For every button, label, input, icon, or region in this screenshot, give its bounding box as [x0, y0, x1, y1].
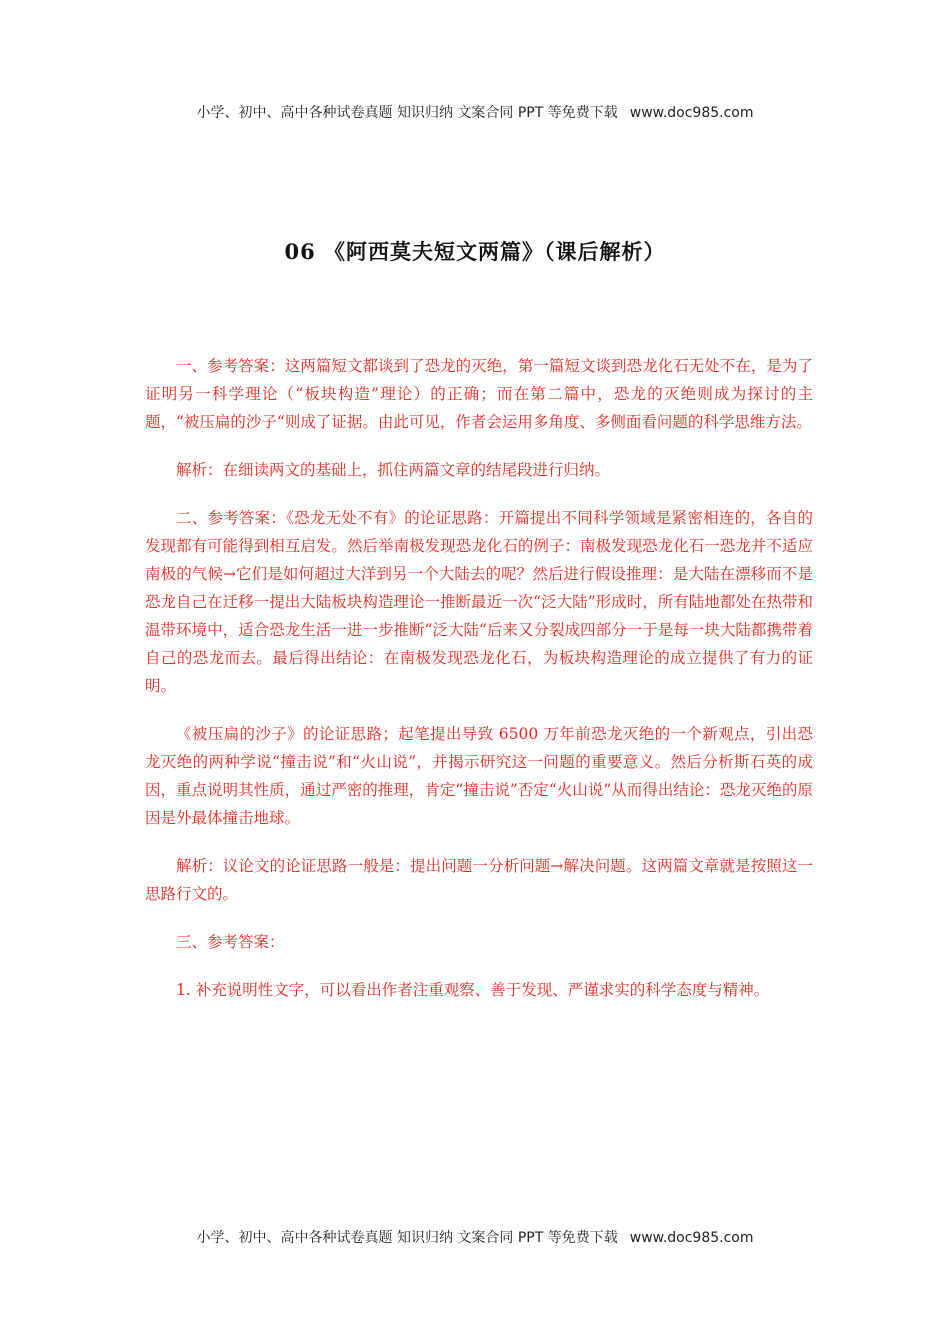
- analysis-two-paragraph: 解析：议论文的论证思路一般是：提出问题一分析问题→解决问题。这两篇文章就是按照这一思路行文的。: [145, 857, 813, 903]
- answer-three-item-one: 1. 补充说明性文字，可以看出作者注重观察、善于发现、严谨求实的科学态度与精神。: [176, 981, 770, 999]
- document-title: 06 《阿西莫夫短文两篇》（课后解析）: [284, 239, 666, 264]
- answer-two-second-paragraph: 《被压扁的沙子》的论证思路；起笔提出导致 6500 万年前恐龙灭绝的一个新观点，引出恐龙灭绝的两种学说“撞击说”和“火山说”，并揭示研究这一问题的重要意义。然后分析斯石英的成因，重点说明其性质，通过严密的推理，肯定“撞击说”否定“火山说”从而得出结论：恐龙灭绝的原因是外最体撞击地球。: [145, 725, 813, 827]
- footer-site-link[interactable]: www.doc985.com: [629, 1230, 754, 1246]
- page-footer: [0, 1227, 950, 1247]
- analysis-one-paragraph: 解析：在细读两文的基础上，抓住两篇文章的结尾段进行归纳。: [176, 461, 611, 479]
- header-site-link[interactable]: www.doc985.com: [629, 105, 754, 121]
- answer-two-paragraph: 二、参考答案：《恐龙无处不有》的论证思路：开篇提出不同科学领域是紧密相连的，各自的发现都有可能得到相互启发。然后举南极发现恐龙化石的例子：南极发现恐龙化石一恐龙并不适应南极的气候→它们是如何超过大洋到另一个大陆去的呢？然后进行假设推理：是大陆在漂移而不是恐龙自己在迁移一提出大陆板块构造理论一推断最近一次“泛大陆”形成时，所有陆地都处在热带和温带环境中，适合恐龙生活一进一步推断“泛大陆“后来又分裂成四部分一于是每一块大陆都携带着自己的恐龙而去。最后得出结论：在南极发现恐龙化石，为板块构造理论的成立提供了有力的证明。: [145, 509, 813, 695]
- header-text: 小学、初中、高中各种试卷真题 知识归纳 文案合同 PPT 等免费下载: [196, 105, 618, 121]
- page-header: [0, 102, 950, 122]
- answer-three-heading: 三、参考答案：: [176, 933, 285, 951]
- answer-one-paragraph: 一、参考答案：这两篇短文都谈到了恐龙的灭绝，第一篇短文谈到恐龙化石无处不在，是为了证明另一科学理论（“板块构造”理论）的正确；而在第二篇中，恐龙的灭绝则成为探讨的主题，“被压扁的沙子“则成了证据。由此可见，作者会运用多角度、多侧面看问题的科学思维方法。: [145, 357, 813, 431]
- footer-text: 小学、初中、高中各种试卷真题 知识归纳 文案合同 PPT 等免费下载: [196, 1230, 618, 1246]
- document-body: [145, 352, 813, 1024]
